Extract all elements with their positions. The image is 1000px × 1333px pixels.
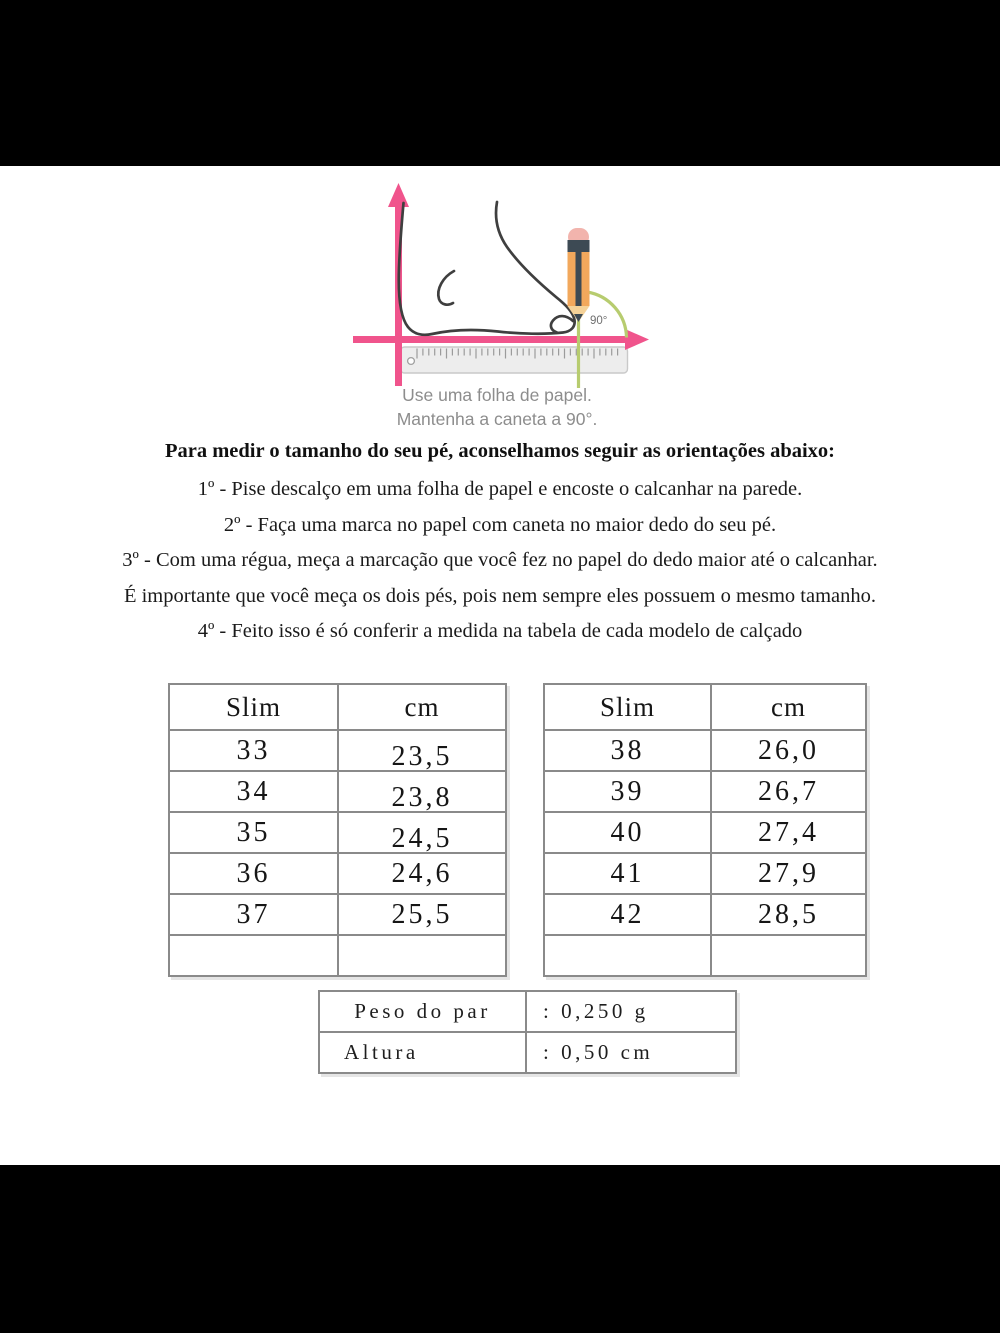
cm-cell bbox=[338, 771, 506, 812]
angle-label: 90° bbox=[590, 315, 608, 327]
caption-line-1: Use uma folha de papel. bbox=[402, 385, 592, 405]
instructions-title: Para medir o tamanho do seu pé, aconselhamos seguir as orientações abaixo: bbox=[164, 440, 836, 462]
size-table-left bbox=[168, 683, 507, 977]
pencil-icon bbox=[568, 228, 590, 322]
size-table-header: Slim bbox=[544, 684, 711, 730]
empty-cell bbox=[169, 935, 338, 976]
foot-outline bbox=[399, 202, 575, 335]
size-cell: 33 bbox=[169, 730, 338, 771]
size-cell: 36 bbox=[169, 853, 338, 894]
step-2: 2º - Faça uma marca no papel com caneta no maior dedo do seu pé. bbox=[223, 513, 777, 536]
cm-cell bbox=[338, 812, 506, 853]
size-cell: 38 bbox=[544, 730, 711, 771]
cm-cell: 28,5 bbox=[711, 894, 866, 935]
caption-line-2: Mantenha a caneta a 90°. bbox=[396, 408, 598, 429]
cm-cell: 25,5 bbox=[338, 894, 506, 935]
cm-cell bbox=[338, 730, 506, 771]
size-table-header: cm bbox=[338, 684, 506, 730]
spec-label-height: Altura bbox=[319, 1032, 526, 1073]
empty-cell bbox=[338, 935, 506, 976]
size-cell: 42 bbox=[544, 894, 711, 935]
size-cell: 41 bbox=[544, 853, 711, 894]
size-cell: 35 bbox=[169, 812, 338, 853]
size-table-header: Slim bbox=[169, 684, 338, 730]
spec-value-weight: : 0,250 g bbox=[526, 991, 736, 1032]
spec-value-height: : 0,50 cm bbox=[526, 1032, 736, 1073]
bottom-black-bar bbox=[0, 1165, 1000, 1333]
cm-cell: 26,0 bbox=[711, 730, 866, 771]
illustration-caption bbox=[338, 384, 656, 431]
step-4: 4º - Feito isso é só conferir a medida na tabela de cada modelo de calçado bbox=[197, 620, 803, 643]
cm-value: 24,5 bbox=[391, 823, 453, 853]
step-note: É importante que você meça os dois pés, pois nem sempre eles possuem o mesmo tamanho. bbox=[123, 584, 877, 607]
size-table-right bbox=[543, 683, 867, 977]
spec-table bbox=[318, 990, 737, 1074]
empty-cell bbox=[711, 935, 866, 976]
top-black-bar bbox=[0, 0, 1000, 166]
ruler-icon bbox=[401, 347, 628, 373]
instructions-steps bbox=[0, 472, 1000, 650]
step-3: 3º - Com uma régua, meça a marcação que você fez no papel do dedo maior até o calcanhar. bbox=[122, 549, 878, 572]
empty-cell bbox=[544, 935, 711, 976]
size-cell: 34 bbox=[169, 771, 338, 812]
foot-measurement-illustration bbox=[340, 178, 660, 390]
cm-cell: 26,7 bbox=[711, 771, 866, 812]
cm-cell: 27,9 bbox=[711, 853, 866, 894]
step-1: 1º - Pise descalço em uma folha de papel e encoste o calcanhar na parede. bbox=[197, 478, 803, 500]
size-cell: 37 bbox=[169, 894, 338, 935]
size-cell: 40 bbox=[544, 812, 711, 853]
cm-cell: 27,4 bbox=[711, 812, 866, 853]
cm-value: 23,5 bbox=[391, 741, 453, 771]
size-table-header: cm bbox=[711, 684, 866, 730]
cm-cell: 24,6 bbox=[338, 853, 506, 894]
spec-label-weight: Peso do par bbox=[319, 991, 526, 1032]
size-cell: 39 bbox=[544, 771, 711, 812]
cm-value: 23,8 bbox=[391, 782, 453, 812]
